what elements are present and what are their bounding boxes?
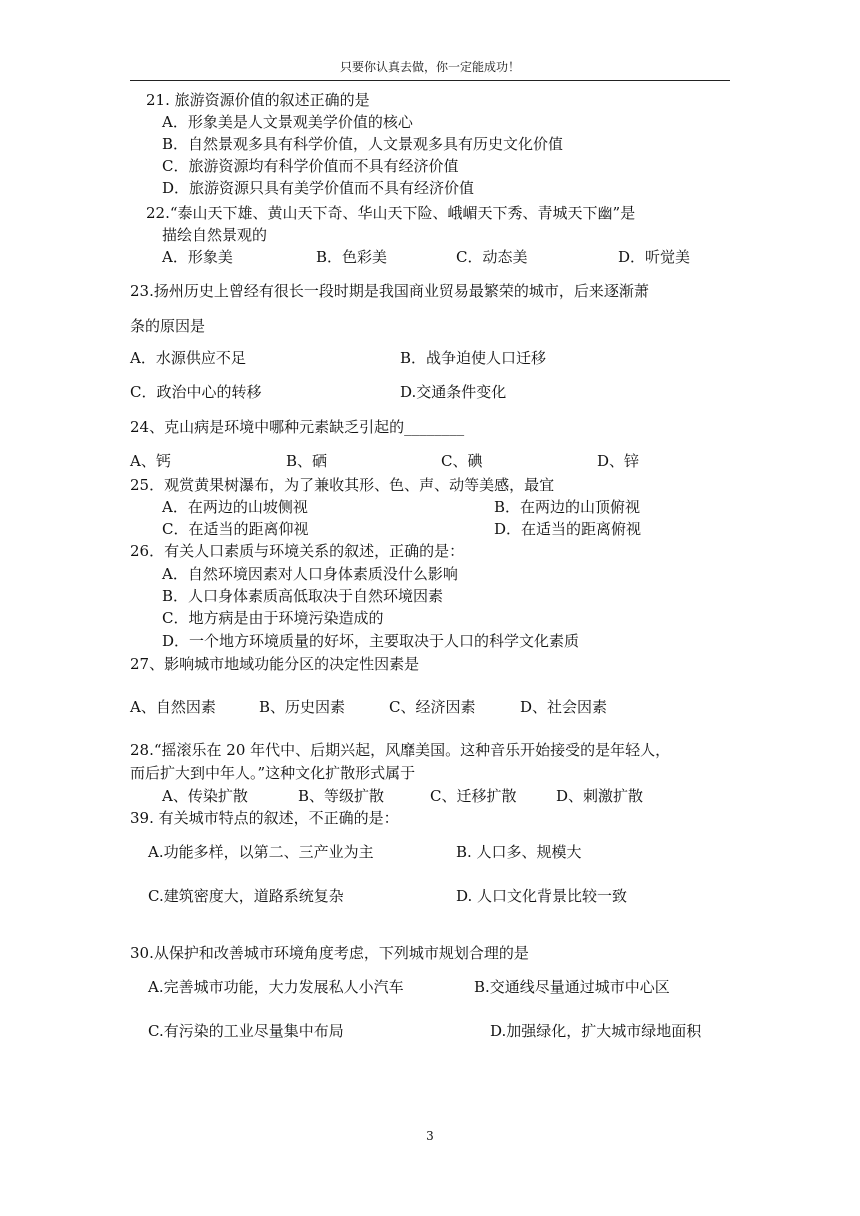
q22-option-a: A．形象美	[162, 248, 233, 266]
q21-option-d: D．旅游资源只具有美学价值而不具有经济价值	[162, 179, 475, 197]
q30-option-c: C.有污染的工业尽量集中布局	[148, 1022, 344, 1040]
header-slogan: 只要你认真去做，你一定能成功！	[339, 60, 520, 74]
q29-option-d: D. 人口文化背景比较一致	[456, 887, 628, 905]
q26-stem: 26．有关人口素质与环境关系的叙述，正确的是：	[130, 542, 465, 560]
q25-option-d: D．在适当的距离俯视	[494, 520, 642, 538]
q25-option-a: A．在两边的山坡侧视	[162, 498, 308, 516]
q24-option-c: C、碘	[441, 452, 483, 470]
q24-stem: 24、克山病是环境中哪种元素缺乏引起的________	[130, 418, 465, 436]
q30-option-b: B.交通线尽量通过城市中心区	[474, 978, 670, 996]
q21-option-b: B．自然景观多具有科学价值，人文景观多具有历史文化价值	[162, 135, 564, 153]
q28-option-b: B、等级扩散	[298, 787, 385, 805]
q21-option-c: C．旅游资源均有科学价值而不具有经济价值	[162, 157, 459, 175]
q26-option-c: C．地方病是由于环境污染造成的	[162, 609, 384, 627]
q27-option-d: D、社会因素	[520, 698, 608, 716]
q21-option-a: A．形象美是人文景观美学价值的核心	[162, 113, 413, 131]
q28-option-a: A、传染扩散	[162, 787, 248, 805]
q22-option-b: B．色彩美	[316, 248, 388, 266]
q25-option-c: C．在适当的距离仰视	[162, 520, 309, 538]
q27-stem: 27、影响城市地域功能分区的决定性因素是	[130, 655, 420, 673]
q23-option-a: A．水源供应不足	[130, 349, 246, 367]
q30-option-d: D.加强绿化，扩大城市绿地面积	[490, 1022, 702, 1040]
q24-option-a: A、钙	[130, 452, 171, 470]
q24-option-d: D、锌	[597, 452, 640, 470]
q26-option-d: D．一个地方环境质量的好坏，主要取决于人口的科学文化素质	[162, 632, 580, 650]
q22-stem-line1: 22.“泰山天下雄、黄山天下奇、华山天下险、峨嵋天下秀、青城天下幽”是	[146, 204, 636, 222]
q23-option-d: D.交通条件变化	[400, 383, 507, 401]
q30-stem: 30.从保护和改善城市环境角度考虑，下列城市规划合理的是	[130, 944, 529, 962]
q22-stem-line2: 描绘自然景观的	[162, 226, 268, 244]
q29-option-a: A.功能多样，以第二、三产业为主	[148, 843, 374, 861]
q28-stem-line1: 28.“摇滚乐在 20 年代中、后期兴起，风靡美国。这种音乐开始接受的是年轻人，	[130, 741, 671, 759]
q29-option-b: B. 人口多、规模大	[456, 843, 582, 861]
q26-option-b: B．人口身体素质高低取决于自然环境因素	[162, 587, 444, 605]
q25-option-b: B．在两边的山顶俯视	[494, 498, 641, 516]
q22-option-c: C．动态美	[456, 248, 528, 266]
q29-stem: 39. 有关城市特点的叙述，不正确的是：	[130, 809, 399, 827]
q25-stem: 25．观赏黄果树瀑布，为了兼收其形、色、声、动等美感，最宜	[130, 476, 555, 494]
q23-option-b: B．战争迫使人口迁移	[400, 349, 547, 367]
page-number: 3	[426, 1129, 434, 1143]
q21-stem: 21. 旅游资源价值的叙述正确的是	[146, 91, 370, 109]
q27-option-a: A、自然因素	[130, 698, 216, 716]
q23-stem-line2: 条的原因是	[130, 317, 206, 335]
q23-stem-line1: 23.扬州历史上曾经有很长一段时期是我国商业贸易最繁荣的城市，后来逐渐萧	[130, 282, 649, 300]
q30-option-a: A.完善城市功能，大力发展私人小汽车	[148, 978, 404, 996]
q24-option-b: B、硒	[286, 452, 328, 470]
header-rule	[130, 80, 730, 81]
q28-option-c: C、迁移扩散	[430, 787, 517, 805]
q27-option-c: C、经济因素	[389, 698, 476, 716]
q26-option-a: A．自然环境因素对人口身体素质没什么影响	[162, 565, 458, 583]
q22-option-d: D．听觉美	[618, 248, 691, 266]
q28-option-d: D、刺激扩散	[556, 787, 644, 805]
q23-option-c: C．政治中心的转移	[130, 383, 262, 401]
q28-stem-line2: 而后扩大到中年人。”这种文化扩散形式属于	[130, 764, 416, 782]
q27-option-b: B、历史因素	[259, 698, 346, 716]
q29-option-c: C.建筑密度大，道路系统复杂	[148, 887, 344, 905]
